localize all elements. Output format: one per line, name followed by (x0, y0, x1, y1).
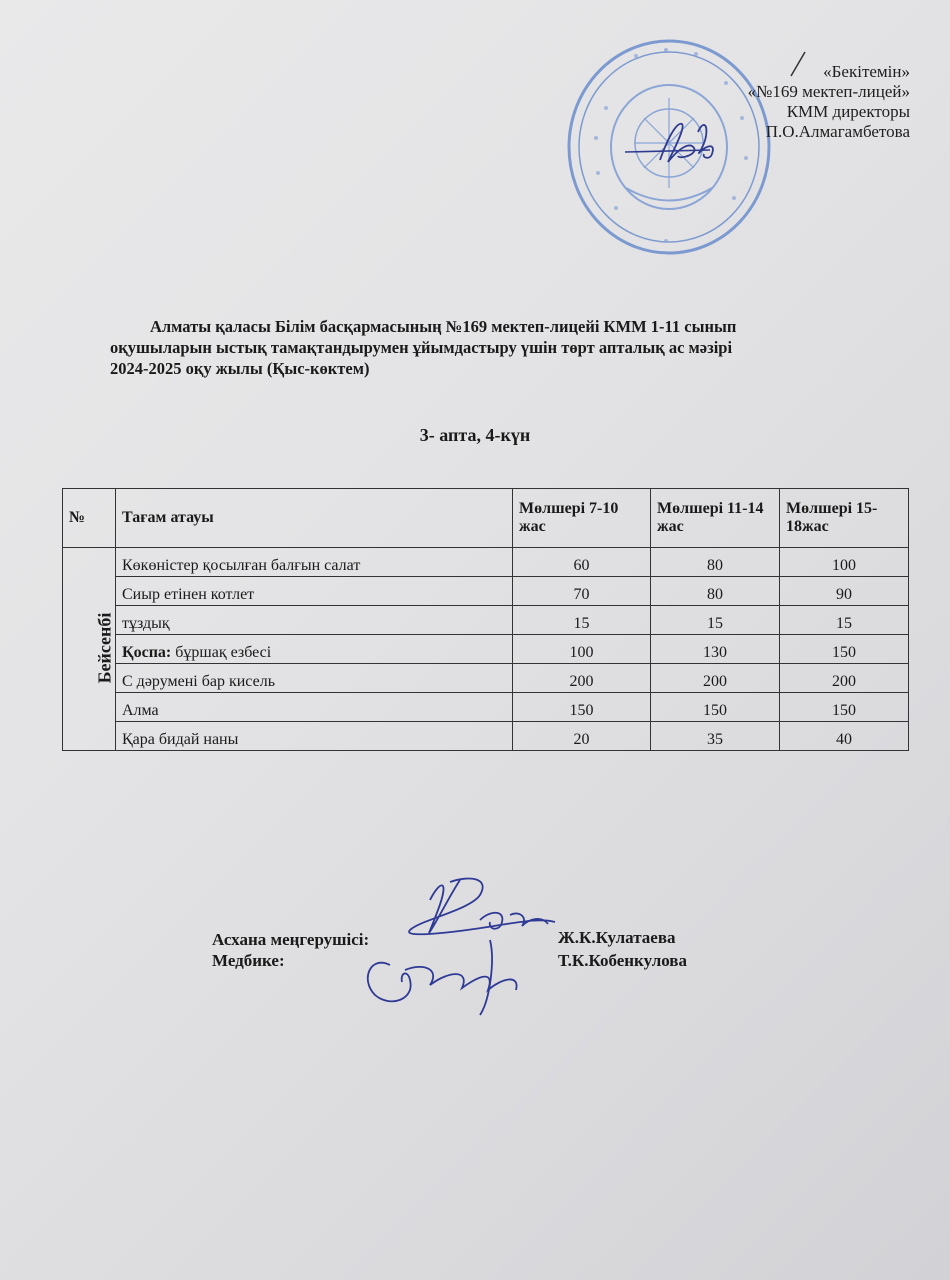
role-canteen-head: Асхана меңгерушісі: (212, 930, 370, 949)
director-signature (620, 112, 750, 172)
table-row (63, 548, 909, 577)
portion-cell-3: 15 (780, 606, 909, 635)
portion-cell-2: 130 (651, 635, 780, 664)
header-portion-7-10: Мөлшері 7-10 жас (513, 489, 651, 548)
dish-name-cell (116, 606, 513, 635)
table-row (63, 606, 909, 635)
dish-name: тұздық (122, 615, 170, 632)
portion-cell-1: 20 (513, 722, 651, 751)
portion-cell-1: 150 (513, 693, 651, 722)
table-row (63, 577, 909, 606)
title-line: Алматы қаласы Білім басқармасының №169 мектеп-лицейі КММ 1-11 сынып (150, 317, 737, 336)
dish-name: Сиыр етінен котлет (122, 586, 255, 603)
dish-name-cell (116, 577, 513, 606)
portion-cell-2: 15 (651, 606, 780, 635)
title-line: 2024-2025 оқу жылы (Қыс-көктем) (110, 359, 370, 378)
portion-cell-3: 100 (780, 548, 909, 577)
role-nurse: Медбике: (212, 951, 285, 970)
menu-table (62, 488, 909, 751)
approval-line: П.О.Алмагамбетова (765, 122, 910, 141)
dish-name-cell (116, 635, 513, 664)
table-row (63, 693, 909, 722)
dish-name-cell (116, 548, 513, 577)
dish-name: Алма (122, 702, 159, 719)
table-row (63, 664, 909, 693)
header-dish-name: Тағам атауы (116, 489, 513, 548)
dish-name: Қара бидай наны (122, 731, 239, 748)
portion-cell-1: 15 (513, 606, 651, 635)
dish-name: бұршақ езбесі (171, 644, 272, 661)
day-label: Бейсенбі (94, 612, 115, 684)
dish-name-prefix: Қоспа: (122, 644, 172, 661)
dish-name: С дәрумені бар кисель (122, 673, 275, 690)
approval-block (748, 62, 910, 142)
portion-cell-3: 40 (780, 722, 909, 751)
portion-cell-3: 200 (780, 664, 909, 693)
header-portion-11-14: Мөлшері 11-14 жас (651, 489, 780, 548)
day-cell (63, 548, 116, 751)
portion-cell-2: 80 (651, 548, 780, 577)
person-canteen-head: Ж.К.Кулатаева (558, 928, 676, 947)
table-row (63, 635, 909, 664)
portion-cell-3: 150 (780, 693, 909, 722)
portion-cell-1: 60 (513, 548, 651, 577)
portion-cell-3: 90 (780, 577, 909, 606)
document-title (110, 316, 920, 379)
header-number: № (63, 489, 116, 548)
portion-cell-1: 70 (513, 577, 651, 606)
portion-cell-1: 100 (513, 635, 651, 664)
person-nurse: Т.К.Кобенкулова (558, 951, 687, 970)
portion-cell-2: 35 (651, 722, 780, 751)
header-portion-15-18: Мөлшері 15-18жас (780, 489, 909, 548)
dish-name-cell (116, 664, 513, 693)
portion-cell-1: 200 (513, 664, 651, 693)
table-row (63, 722, 909, 751)
portion-cell-2: 150 (651, 693, 780, 722)
table-header-row (63, 489, 909, 548)
portion-cell-3: 150 (780, 635, 909, 664)
approval-line: «Бекітемін» (823, 62, 910, 81)
approval-line: КММ директоры (786, 102, 910, 121)
title-line: оқушыларын ыстық тамақтандырумен ұйымдастыру үшін төрт апталық ас мәзірі (110, 338, 733, 357)
approval-line: «№169 мектеп-лицей» (747, 82, 910, 101)
dish-name-cell (116, 693, 513, 722)
dish-name-cell (116, 722, 513, 751)
portion-cell-2: 80 (651, 577, 780, 606)
portion-cell-2: 200 (651, 664, 780, 693)
dish-name: Көкөністер қосылған балғын салат (122, 557, 361, 574)
week-day-subtitle: 3- апта, 4-күн (419, 425, 531, 445)
